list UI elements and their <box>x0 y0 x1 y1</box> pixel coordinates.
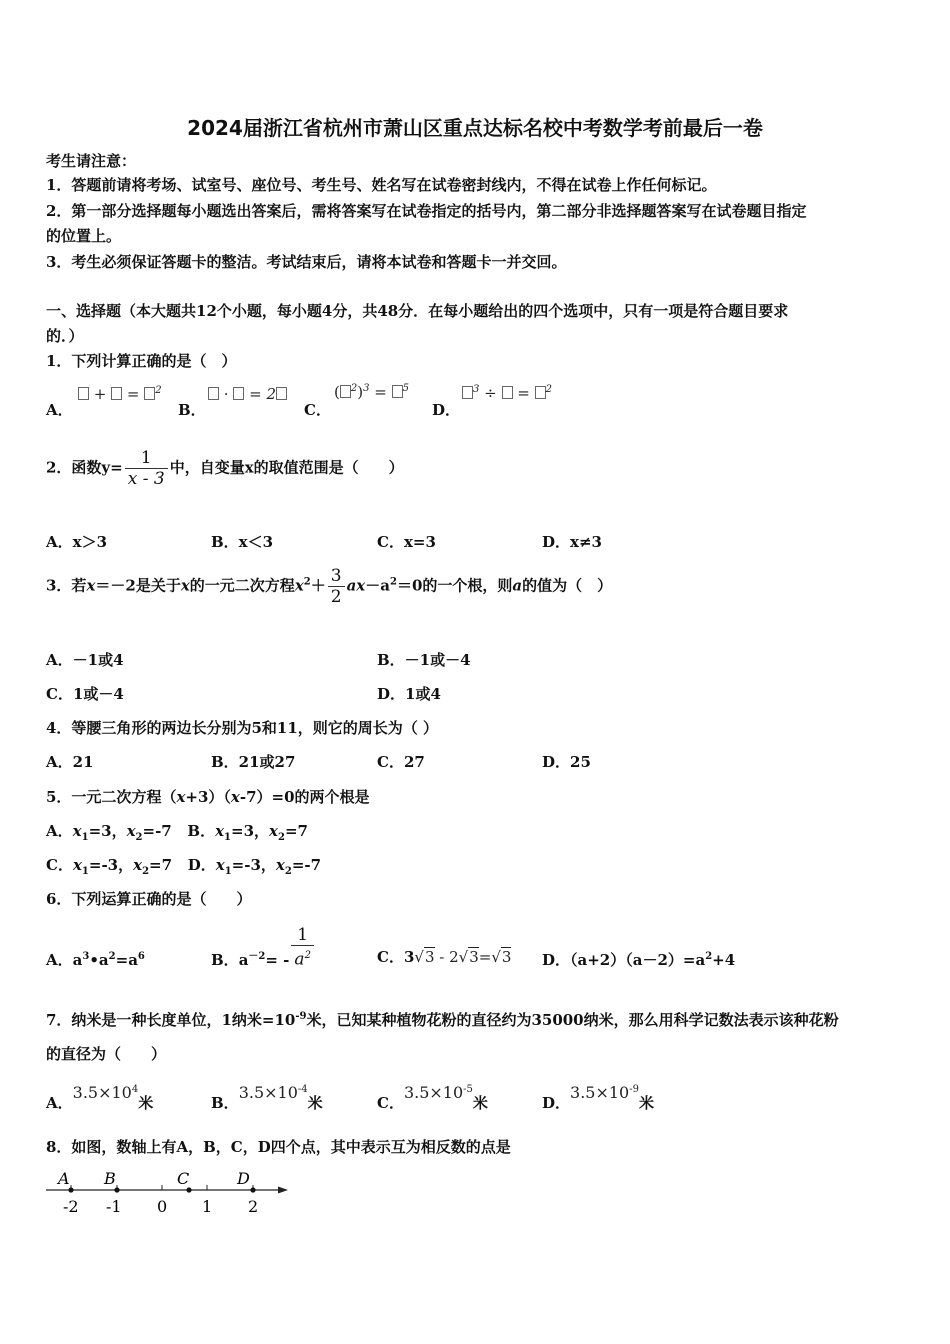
placeholder-glyph-icon <box>208 387 219 400</box>
tick-label: 1 <box>202 1197 213 1216</box>
tick-label: 2 <box>248 1197 259 1216</box>
q1-option-a-expr: + = $^2$ <box>78 385 162 403</box>
placeholder-glyph-icon <box>78 387 89 400</box>
placeholder-glyph-icon <box>276 387 287 400</box>
q6-stem: 6．下列运算正确的是（ ） <box>46 890 252 908</box>
section-header-line2: 的．） <box>46 327 84 345</box>
q6-option-d: D．$(a+2)(a-2)=a^2+4$ <box>542 951 736 969</box>
placeholder-glyph-icon <box>144 387 155 400</box>
q4-option-d: D．25 <box>542 753 591 771</box>
q2-option-b: B．x＜3 <box>211 533 274 551</box>
placeholder-glyph-icon <box>462 386 473 399</box>
placeholder-glyph-icon <box>502 386 513 399</box>
section-header-line1: 一、选择题（本大题共12个小题，每小题4分，共48分．在每小题给出的四个选项中，只有一项是符合题目要求 <box>46 302 789 320</box>
number-line-figure <box>40 1164 300 1222</box>
notice-heading: 考生请注意： <box>46 152 137 170</box>
point-a-label: A <box>58 1169 70 1188</box>
notice-item-3: 3．考生必须保证答题卡的整洁。考试结束后，请将本试卷和答题卡一并交回。 <box>46 253 567 271</box>
sqrt-icon: √ <box>491 948 501 966</box>
q5-options-cd: C．$x_1=-3$，$x_2=7$ D．$x_1=-3$，$x_2=-7$ <box>46 856 322 877</box>
tick-label: -1 <box>106 1197 122 1216</box>
point-d-dot <box>250 1187 255 1192</box>
tick-label: -2 <box>63 1197 79 1216</box>
q1-option-b-label: B． <box>178 401 206 419</box>
sqrt-icon: √ <box>414 948 424 966</box>
q1-option-c-label: C． <box>304 401 331 419</box>
point-c-dot <box>186 1187 191 1192</box>
q2-option-d: D．x≠3 <box>542 533 602 551</box>
q3-option-d: D．1或4 <box>377 685 441 703</box>
q7-option-d: D．$3.5\times 10^{-9}$米 <box>542 1083 654 1112</box>
q1-option-d-label: D． <box>432 401 461 419</box>
q7-option-c: C．$3.5\times 10^{-5}$米 <box>377 1083 488 1112</box>
q4-stem: 4．等腰三角形的两边长分别为5和11，则它的周长为（ ） <box>46 719 438 737</box>
q2-option-c: C．x=3 <box>377 533 436 551</box>
q6-option-c: C．3√3 - 2√3=√3 <box>377 948 512 966</box>
placeholder-glyph-icon <box>111 387 122 400</box>
q2-option-a: A．x＞3 <box>46 533 108 551</box>
q2-stem: 2．函数y= $\frac{1}{x - 3}$ 中，自变量x的取值范围是（ ） <box>46 448 404 489</box>
placeholder-glyph-icon <box>392 385 403 398</box>
point-c-label: C <box>177 1169 190 1188</box>
q1-option-c-expr: ( $^2$)$^3$ = $^5$ <box>334 383 409 401</box>
q3-option-b: B．－1或－4 <box>377 651 471 669</box>
q4-option-b: B．21或27 <box>211 753 296 771</box>
placeholder-glyph-icon <box>535 386 546 399</box>
q3-stem: 3．若x＝－2是关于x的一元二次方程$x^2+$ $\frac{3}{2}$ $ax-a^2=0$的一个根，则a的值为（ ） <box>46 566 613 607</box>
arrow-head-icon <box>278 1187 288 1194</box>
q1-option-a-label: A． <box>46 401 73 419</box>
point-a-dot <box>68 1187 73 1192</box>
q6-b-fraction: $\frac{1}{a^2}$ <box>291 925 314 970</box>
q7-option-b: B．$3.5\times 10^{-4}$米 <box>211 1083 323 1112</box>
notice-item-2b: 的位置上。 <box>46 227 122 245</box>
q1-option-d-expr: $^3$ ÷ = $^2$ <box>462 384 552 402</box>
q6-option-b: B．$a^{-2}=$ - $\frac{1}{a^2}$ <box>211 924 316 971</box>
point-b-label: B <box>104 1169 116 1188</box>
q1-stem: 1．下列计算正确的是（ ） <box>46 352 237 370</box>
page-title: 2024届浙江省杭州市萧山区重点达标名校中考数学考前最后一卷 <box>187 116 763 140</box>
q8-stem: 8．如图，数轴上有A，B，C，D四个点，其中表示互为相反数的点是 <box>46 1138 511 1156</box>
q3-option-c: C．1或－4 <box>46 685 124 703</box>
q4-option-c: C．27 <box>377 753 425 771</box>
q7-stem-line2: 的直径为（ ） <box>46 1045 167 1063</box>
q7-option-a: A．$3.5\times 10^4$米 <box>46 1083 154 1112</box>
q2-fraction: $\frac{1}{x - 3}$ <box>125 448 168 489</box>
q1-option-b-expr: · = 2 <box>208 385 287 403</box>
notice-item-1: 1．答题前请将考场、试室号、座位号、考生号、姓名写在试卷密封线内，不得在试卷上作任何标记。 <box>46 176 717 194</box>
q6-option-a: A．$a^3•a^2=a^6$ <box>46 951 145 969</box>
q3-fraction: $\frac{3}{2}$ <box>328 566 345 607</box>
q4-option-a: A．21 <box>46 753 94 771</box>
tick-label: 0 <box>157 1197 168 1216</box>
q5-options-ab: A．$x_1=3$，$x_2=-7$ B．$x_1=3$，$x_2=7$ <box>46 822 308 843</box>
point-b-dot <box>114 1187 119 1192</box>
q5-stem: 5．一元二次方程（x+3）（x-7）=0的两个根是 <box>46 788 370 806</box>
q3-option-a: A．－1或4 <box>46 651 124 669</box>
sqrt-icon: √ <box>458 948 469 966</box>
placeholder-glyph-icon <box>340 385 351 398</box>
q7-stem-line1: 7．纳米是一种长度单位，1纳米$=10^{-9}$米，已知某种植物花粉的直径约为35000纳米，那么用科学记数法表示该种花粉 <box>46 1011 839 1029</box>
point-d-label: D <box>237 1169 250 1188</box>
placeholder-glyph-icon <box>233 387 244 400</box>
notice-item-2a: 2．第一部分选择题每小题选出答案后，需将答案写在试卷指定的括号内，第二部分非选择题答案写在试卷题目指定 <box>46 202 807 220</box>
